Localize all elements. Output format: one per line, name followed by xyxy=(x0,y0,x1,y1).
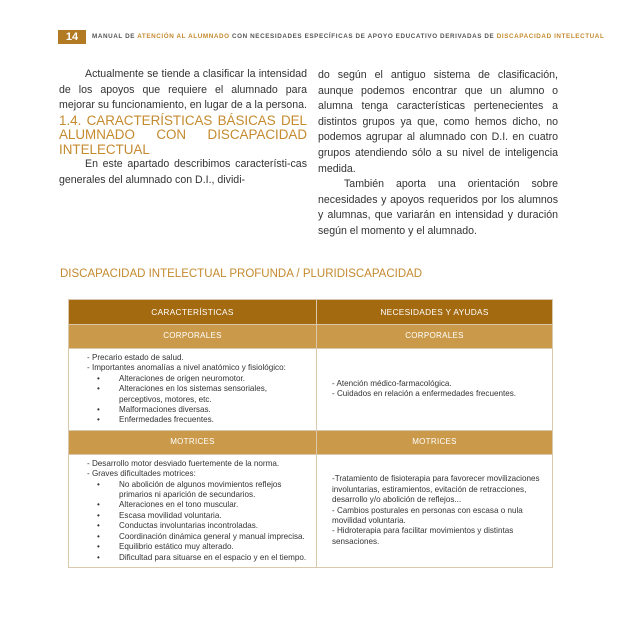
text-line: - Importantes anomalías a nivel anatómico y fisiológico: xyxy=(87,363,286,373)
corporales-right-lines xyxy=(332,379,546,400)
text-line: -Tratamiento de fisioterapia para favorecer movilizaciones involuntarias, estiramientos, evitación de retracciones, desarrollo y/o abolición de reflejos... xyxy=(332,474,540,505)
running-title xyxy=(92,30,604,44)
title-accent1: ATENCIÓN AL ALUMNADO xyxy=(137,33,230,40)
left-paragraph-1: Actualmente se tiende a clasificar la intensidad de los apoyos que requiere el alumnado para mejorar su funcionamiento, en lugar de a la persona. xyxy=(59,68,307,112)
section-heading: 1.4. CARACTERÍSTICAS BÁSICAS DEL ALUMNADO CON DISCAPACIDAD INTELECTUAL xyxy=(59,112,307,157)
text-line: - Graves dificultades motrices: xyxy=(87,469,196,479)
right-column xyxy=(318,68,558,240)
motrices-characteristics xyxy=(69,454,317,567)
text-line: - Precario estado de salud. xyxy=(87,353,184,362)
motrices-left-lines xyxy=(87,459,310,480)
bullet-item: • Enfermedades frecuentes. xyxy=(109,415,310,425)
motrices-needs xyxy=(317,454,553,567)
motrices-left-bullets xyxy=(87,480,310,563)
bullet-item: • Conductas involuntarias incontroladas. xyxy=(109,521,310,531)
left-column xyxy=(59,67,307,188)
left-paragraph-2: En este apartado describimos característi-cas generales del alumnado con D.I., dividi- xyxy=(59,158,307,186)
text-line: - Cambios posturales en personas con escasa o nula movilidad voluntaria. xyxy=(332,505,523,526)
table-section-title: DISCAPACIDAD INTELECTUAL PROFUNDA / PLURIDISCAPACIDAD xyxy=(60,268,423,280)
title-part2: CON NECESIDADES ESPECÍFICAS DE APOYO EDUCATIVO DERIVADAS DE xyxy=(229,33,497,40)
table-row-corporales xyxy=(69,349,553,431)
bullet-item: • Alteraciones en los sistemas sensoriales, perceptivos, motores, etc. xyxy=(109,384,310,405)
text-line: - Atención médico-farmacológica. xyxy=(332,379,452,389)
col-header-needs: NECESIDADES Y AYUDAS xyxy=(317,300,553,325)
corporales-characteristics xyxy=(69,349,317,431)
subheader-left-corporales: CORPORALES xyxy=(69,325,317,349)
bullet-item: • No abolición de algunos movimientos reflejos primarios ni aparición de secundarios. xyxy=(109,480,310,501)
page-number: 14 xyxy=(58,30,86,44)
col-header-characteristics: CARACTERÍSTICAS xyxy=(69,300,317,325)
corporales-left-lines xyxy=(87,353,310,374)
running-header xyxy=(0,30,638,44)
subheader-motrices xyxy=(69,430,553,454)
title-part1: MANUAL DE xyxy=(92,33,138,40)
bullet-item: • Dificultad para situarse en el espacio y en el tiempo. xyxy=(109,553,310,563)
bullet-item: • Malformaciones diversas. xyxy=(109,405,310,415)
right-paragraph-2: También aporta una orientación sobre necesidades y apoyos requeridos por los alumnos y alumnas, que variarán en intensidad y duración según el momento y el alumnado. xyxy=(318,178,558,237)
subheader-right-motrices: MOTRICES xyxy=(317,430,553,454)
bullet-item: • Escasa movilidad voluntaria. xyxy=(109,511,310,521)
bullet-item: • Alteraciones de origen neuromotor. xyxy=(109,374,310,384)
bullet-item: • Alteraciones en el tono muscular. xyxy=(109,500,310,510)
table-header-row xyxy=(69,300,553,325)
motrices-right-lines xyxy=(332,474,546,547)
table-row-motrices xyxy=(69,454,553,567)
title-accent2: DISCAPACIDAD INTELECTUAL xyxy=(496,33,605,40)
text-line: - Hidroterapia para facilitar movimientos y distintas sensaciones. xyxy=(332,526,514,546)
subheader-right-corporales: CORPORALES xyxy=(317,325,553,349)
bullet-item: • Equilibrio estático muy alterado. xyxy=(109,542,310,552)
characteristics-table xyxy=(68,299,553,568)
text-line: - Desarrollo motor desviado fuertemente de la norma. xyxy=(87,458,280,468)
bullet-item: • Coordinación dinámica general y manual imprecisa. xyxy=(109,532,310,542)
right-paragraph-1: do según el antiguo sistema de clasificación, aunque podemos encontrar que un alumno o alumna tenga características pertenecientes a distintos grupos ya que, como hemos dicho, no podemos agrupar al alumnado con D.I. en cuatro grupos atendiendo sólo a su nivel de inteligencia medida. xyxy=(318,69,558,175)
text-line: - Cuidados en relación a enfermedades frecuentes. xyxy=(332,389,517,399)
subheader-corporales xyxy=(69,325,553,349)
subheader-left-motrices: MOTRICES xyxy=(69,430,317,454)
corporales-left-bullets xyxy=(87,374,310,426)
corporales-needs xyxy=(317,349,553,431)
